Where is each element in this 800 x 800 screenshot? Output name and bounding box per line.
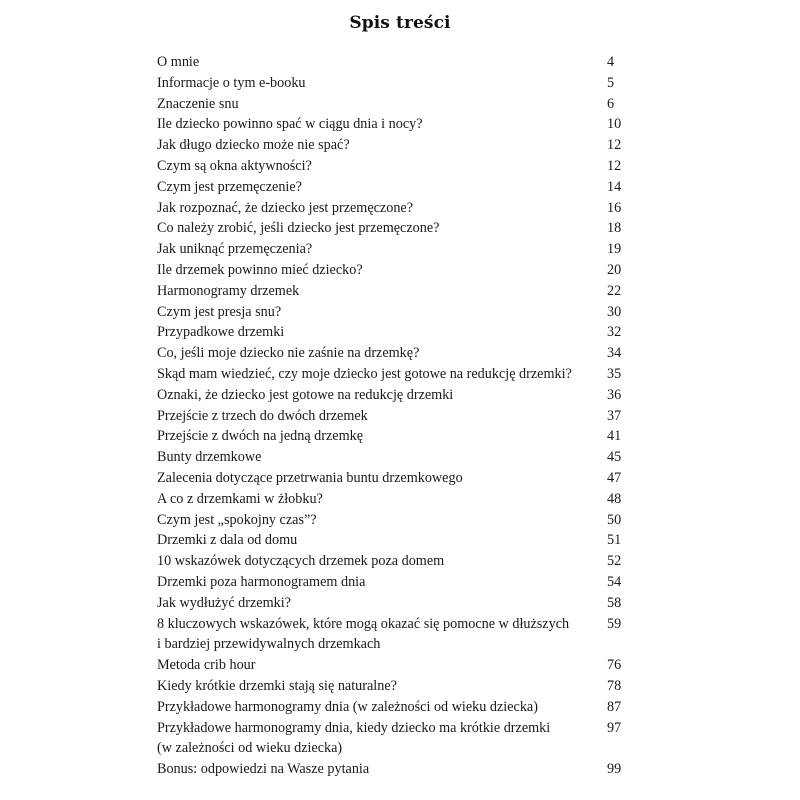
toc-entry-title: Co należy zrobić, jeśli dziecko jest przemęczone? — [157, 220, 440, 237]
toc-entry-title: Drzemki poza harmonogramem dnia — [157, 573, 366, 590]
toc-entry-title: Co, jeśli moje dziecko nie zaśnie na drzemkę? — [157, 345, 420, 362]
toc-entry — [157, 676, 637, 697]
page-title: Spis treści — [349, 13, 451, 33]
toc-entry-page-number: 32 — [607, 324, 622, 341]
toc-entry-title: Jak długo dziecko może nie spać? — [157, 137, 350, 154]
toc-entry-page-number: 48 — [607, 490, 622, 507]
toc-entry-title: Jak uniknąć przemęczenia? — [157, 241, 313, 258]
toc-entry-page-number: 30 — [607, 303, 622, 320]
toc-entry-page-number: 35 — [607, 365, 622, 382]
toc-entry-title: Czym są okna aktywności? — [157, 157, 312, 174]
toc-entry-title: A co z drzemkami w żłobku? — [157, 490, 323, 507]
toc-entry-page-number: 37 — [607, 407, 622, 424]
toc-entry — [157, 697, 637, 718]
toc-entry-title: Przykładowe harmonogramy dnia (w zależności od wieku dziecka) — [157, 698, 538, 715]
toc-entry-page-number: 12 — [607, 157, 622, 174]
toc-entry-page-number: 10 — [607, 116, 622, 133]
toc-entry-title: Informacje o tym e-booku — [157, 74, 306, 91]
toc-entry — [157, 322, 637, 343]
toc-entry — [157, 447, 637, 468]
toc-entry-page-number: 97 — [607, 719, 622, 736]
toc-entry-page-number: 41 — [607, 428, 622, 445]
toc-entry — [157, 468, 637, 489]
toc-entry-title: Zalecenia dotyczące przetrwania buntu drzemkowego — [157, 469, 463, 486]
toc-entry-title: Harmonogramy drzemek — [157, 282, 300, 299]
toc-entry-page-number: 45 — [607, 449, 622, 466]
toc-entry-page-number: 51 — [607, 532, 622, 549]
table-of-contents — [157, 52, 637, 780]
toc-entry-title: Przypadkowe drzemki — [157, 324, 285, 341]
toc-entry-title: Ile dziecko powinno spać w ciągu dnia i nocy? — [157, 116, 423, 133]
toc-entry-page-number: 36 — [607, 386, 622, 403]
toc-entry-page-number: 4 — [607, 54, 615, 70]
toc-entry-title: O mnie — [157, 54, 200, 70]
toc-entry-title: Przejście z dwóch na jedną drzemkę — [157, 428, 364, 445]
toc-entry-title: Metoda crib hour — [157, 657, 256, 674]
toc-entry — [157, 655, 637, 676]
toc-entry-title: Ile drzemek powinno mieć dziecko? — [157, 261, 363, 278]
toc-entry — [157, 759, 637, 780]
toc-entry — [157, 489, 637, 510]
toc-entry — [157, 281, 637, 302]
toc-entry-page-number: 47 — [607, 469, 622, 486]
toc-entry-page-number: 18 — [607, 220, 622, 237]
toc-entry-page-number: 58 — [607, 594, 622, 611]
toc-entry — [157, 302, 637, 323]
toc-entry-page-number: 12 — [607, 137, 622, 154]
toc-entry-title: Czym jest presja snu? — [157, 303, 282, 320]
toc-entry-page-number: 76 — [607, 657, 622, 674]
toc-entry-page-number: 22 — [607, 282, 622, 299]
toc-entry — [157, 198, 637, 219]
toc-entry — [157, 364, 637, 385]
toc-entry-page-number: 34 — [607, 345, 622, 362]
toc-entry — [157, 385, 637, 406]
toc-entry-title: Przejście z trzech do dwóch drzemek — [157, 407, 368, 424]
toc-entry — [157, 551, 637, 572]
toc-entry-page-number: 87 — [607, 698, 622, 715]
toc-entry-page-number: 5 — [607, 74, 615, 91]
toc-entry-page-number: 14 — [607, 178, 622, 195]
toc-entry-page-number: 19 — [607, 241, 622, 258]
toc-entry — [157, 73, 637, 94]
toc-entry — [157, 218, 637, 239]
toc-entry-page-number: 59 — [607, 615, 622, 632]
toc-entry-title: Czym jest „spokojny czas”? — [157, 511, 317, 528]
toc-entry-page-number: 16 — [607, 199, 622, 216]
toc-entry-page-number: 52 — [607, 553, 622, 570]
toc-entry — [157, 718, 637, 760]
toc-entry — [157, 94, 637, 115]
toc-entry-page-number: 20 — [607, 261, 622, 278]
toc-entry — [157, 572, 637, 593]
toc-entry-title: 10 wskazówek dotyczących drzemek poza domem — [157, 553, 445, 570]
toc-entry-title: Skąd mam wiedzieć, czy moje dziecko jest gotowe na redukcję drzemki? — [157, 365, 572, 382]
toc-entry — [157, 135, 637, 156]
toc-entry — [157, 260, 637, 281]
toc-entry — [157, 614, 637, 656]
toc-entry — [157, 177, 637, 198]
toc-entry-title: Oznaki, że dziecko jest gotowe na redukcję drzemki — [157, 386, 454, 403]
toc-entry-page-number: 6 — [607, 95, 615, 112]
toc-entry — [157, 426, 637, 447]
toc-entry-page-number: 99 — [607, 761, 622, 778]
toc-entry — [157, 239, 637, 260]
toc-entry-title: Drzemki z dala od domu — [157, 532, 298, 549]
toc-entry-page-number: 54 — [607, 573, 622, 590]
toc-entry — [157, 114, 637, 135]
toc-entry-page-number: 50 — [607, 511, 622, 528]
toc-entry — [157, 52, 637, 73]
toc-entry-title: Czym jest przemęczenie? — [157, 178, 302, 195]
toc-entry-title: Przykładowe harmonogramy dnia, kiedy dziecko ma krótkie drzemki (w zależności od wieku dziecka) — [157, 719, 551, 757]
toc-entry-title: Kiedy krótkie drzemki stają się naturalne? — [157, 677, 397, 694]
toc-entry — [157, 593, 637, 614]
toc-entry-title: Bunty drzemkowe — [157, 449, 262, 466]
toc-entry-title: Bonus: odpowiedzi na Wasze pytania — [157, 761, 370, 778]
toc-entry-title: Jak rozpoznać, że dziecko jest przemęczone? — [157, 199, 414, 216]
toc-entry — [157, 510, 637, 531]
toc-entry-title: 8 kluczowych wskazówek, które mogą okazać się pomocne w dłuższych i bardziej przewidywalnych drzemkach — [157, 615, 570, 653]
toc-entry — [157, 530, 637, 551]
toc-entry — [157, 156, 637, 177]
toc-entry-page-number: 78 — [607, 677, 622, 694]
toc-entry — [157, 343, 637, 364]
toc-entry — [157, 406, 637, 427]
toc-entry-title: Znaczenie snu — [157, 95, 239, 112]
toc-entry-title: Jak wydłużyć drzemki? — [157, 594, 291, 611]
